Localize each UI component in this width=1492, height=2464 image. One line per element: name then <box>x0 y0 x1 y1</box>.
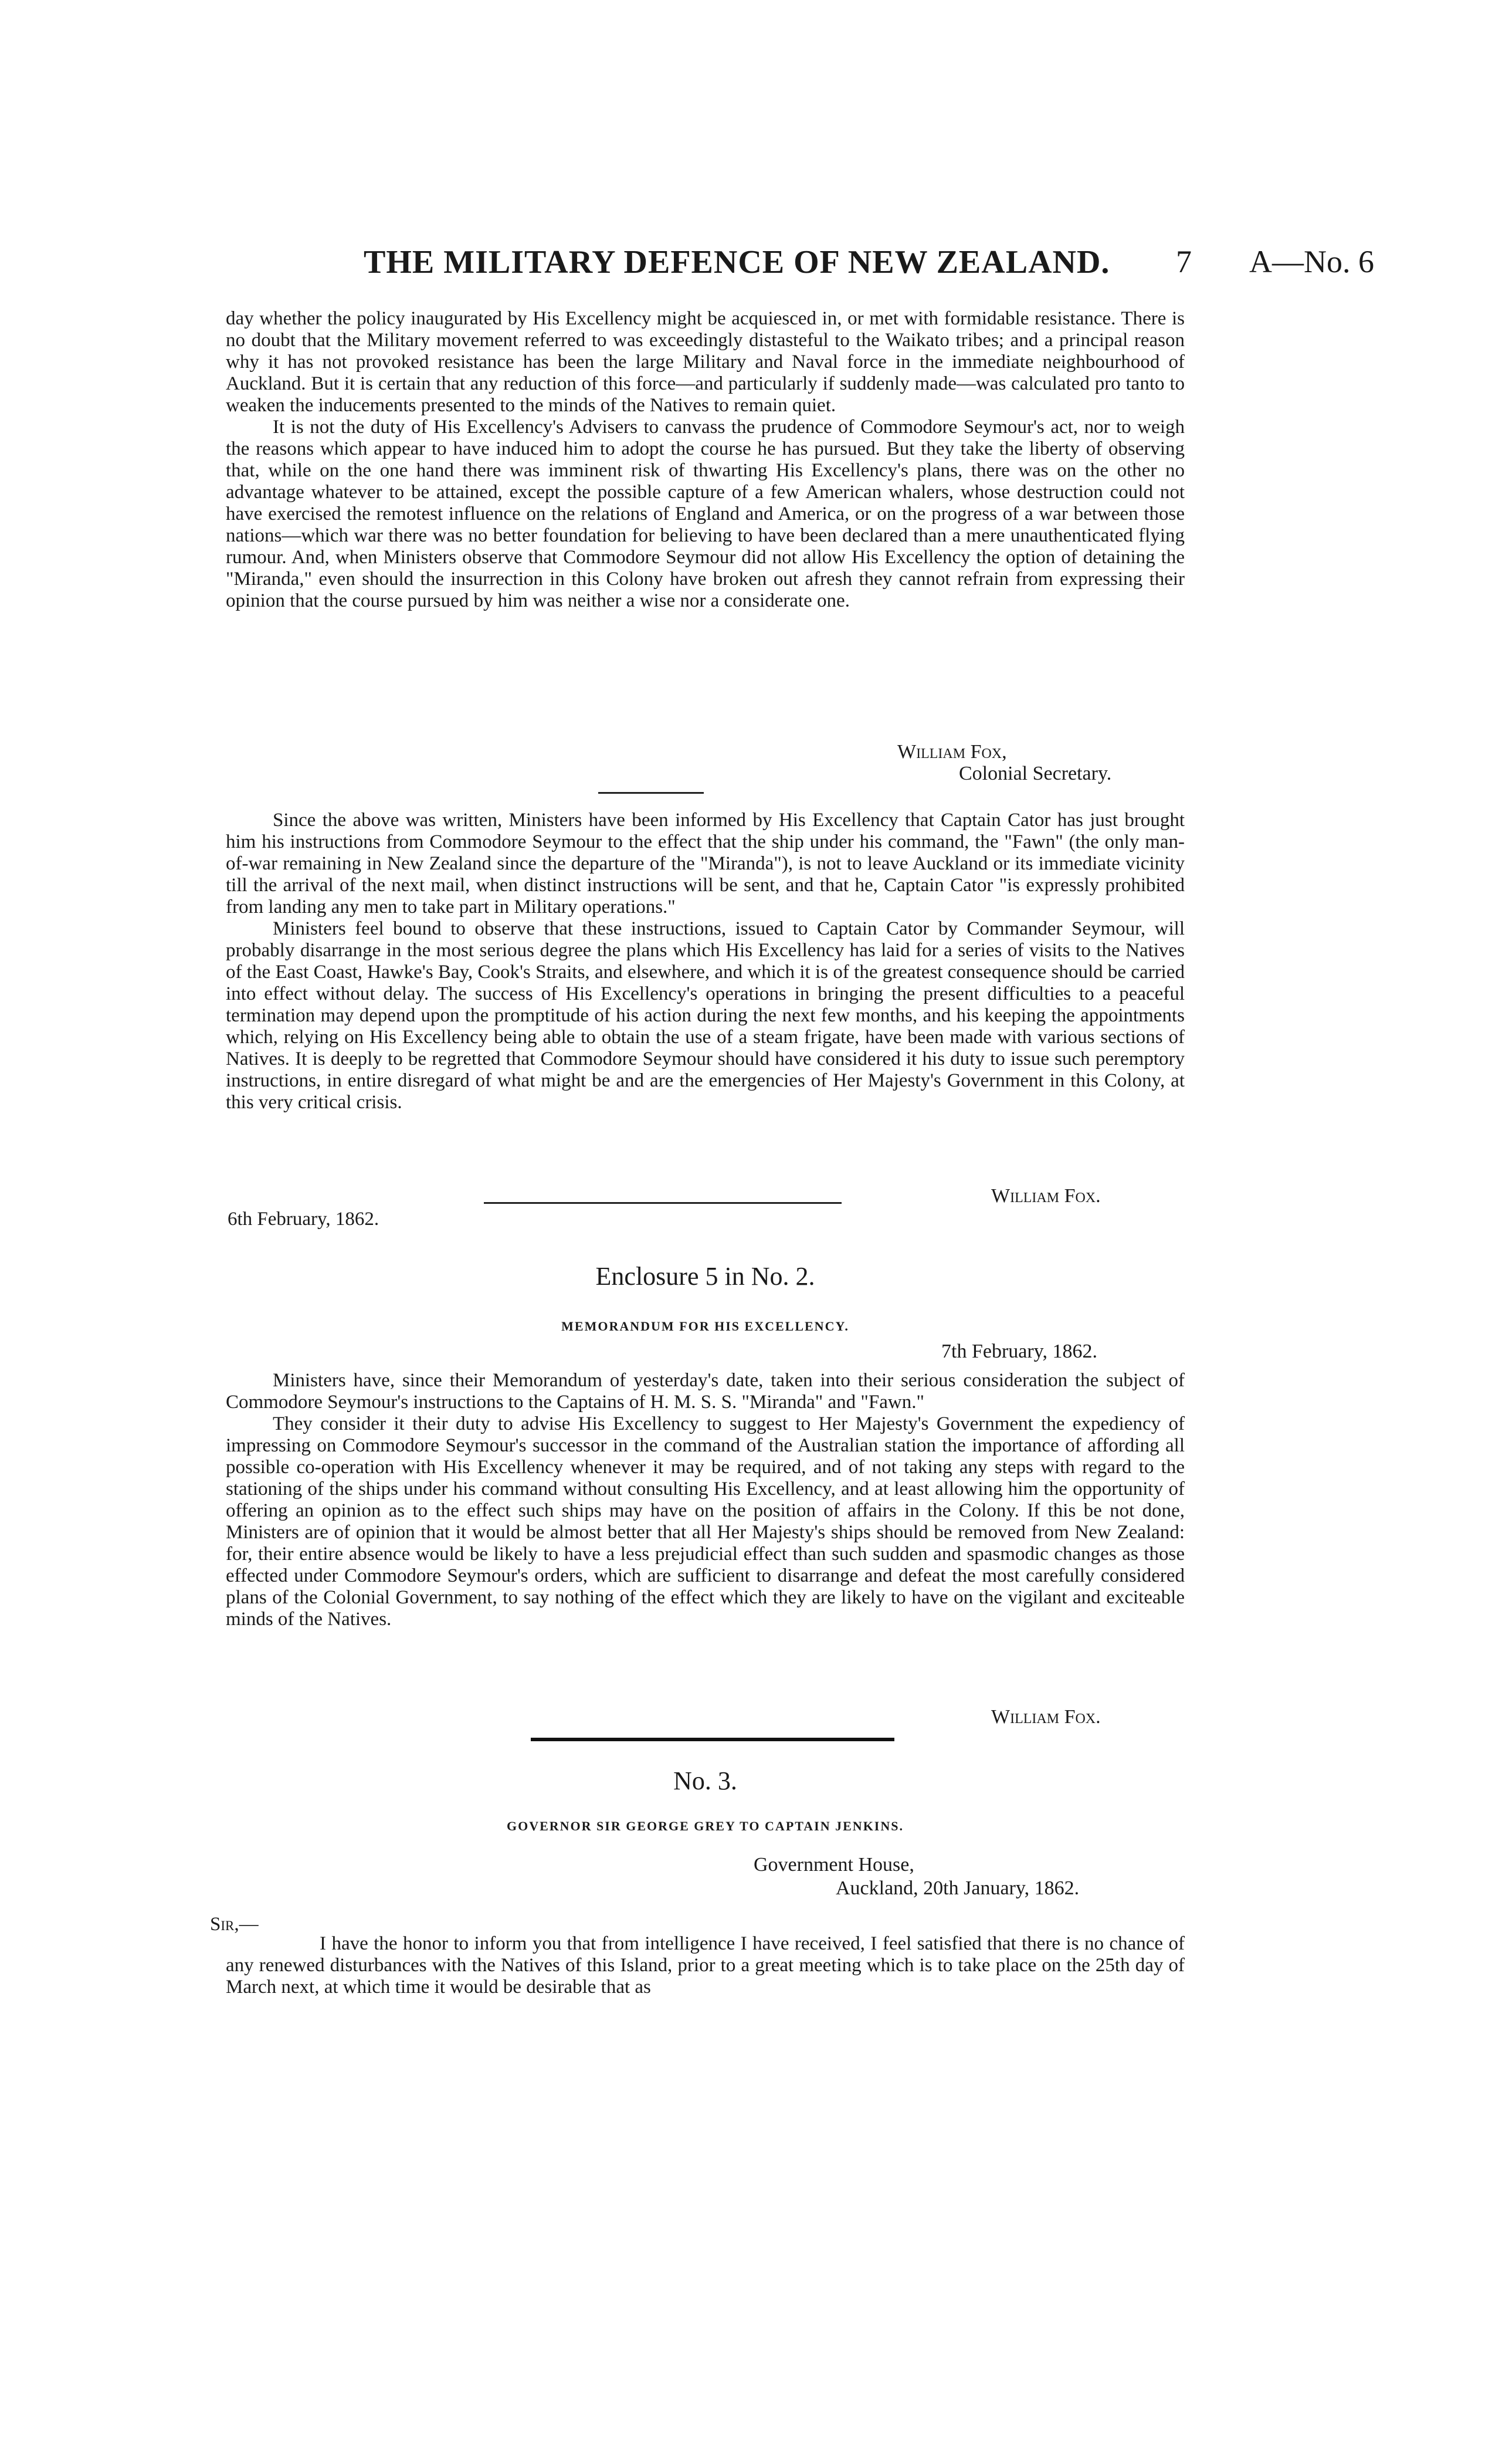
letter-body <box>226 1933 1185 1998</box>
letter-address-line-2: Auckland, 20th January, 1862. <box>836 1877 1080 1899</box>
enclosure-body <box>226 1370 1185 1630</box>
postscript-signature: William Fox. <box>991 1185 1101 1207</box>
postscript <box>226 810 1185 1113</box>
enclosure-signature: William Fox. <box>991 1706 1101 1728</box>
section-divider <box>598 792 704 794</box>
letter-paragraph: I have the honor to inform you that from intelligence I have received, I feel satisfied that there is no chance of any renewed disturbances with the Natives of this Island, prior to a great meeting which is to take place on the 25th day of March next, at which time it would be desirable that as <box>226 1933 1185 1998</box>
letter-subheading: GOVERNOR SIR GEORGE GREY TO CAPTAIN JENKINS. <box>506 1819 904 1833</box>
letter-heading: No. 3. <box>673 1766 737 1795</box>
memo-paragraph-2: It is not the duty of His Excellency's Advisers to canvass the prudence of Commodore Seymour's act, nor to weigh the reasons which appear to have induced him to adopt the course he has pursued. But they take the liberty of observing that, while on the one hand there was imminent risk of thwarting His Excellency's plans, there was on the other no advantage whatever to be attained, except the possible capture of a few American whalers, whose destruction could not have exercised the remotest influence on the relations of England and America, or on the progress of a war between those nations—which war there was no better foundation for believing to have been declared than a mere unauthenticated flying rumour. And, when Ministers observe that Commodore Seymour did not allow His Excellency the option of detaining the "Miranda," even should the insurrection in this Colony have broken out afresh they cannot refrain from expressing their opinion that the course pursued by him was neither a wise nor a considerate one. <box>226 417 1185 611</box>
letter-address-line-1: Government House, <box>754 1854 914 1876</box>
memo-continuation <box>226 308 1185 612</box>
postscript-paragraph-1: Since the above was written, Ministers have been informed by His Excellency that Captain Cator has just brought him his instructions from Commodore Seymour to the effect that the ship under his command, the "Fawn" (the only man-of-war remaining in New Zealand since the departure of the "Miranda"), is not to leave Auckland or its immediate vicinity till the arrival of the next mail, when distinct instructions will be sent, and that he, Captain Cator "is expressly prohibited from landing any men to take part in Military operations." <box>226 810 1185 918</box>
section-divider <box>484 1202 842 1204</box>
running-head <box>226 243 1399 290</box>
enclosure-heading: Enclosure 5 in No. 2. <box>595 1262 815 1291</box>
memo-paragraph-1: day whether the policy inaugurated by His Excellency might be acquiesced in, or met with formidable resistance. There is no doubt that the Military movement referred to was exceedingly distasteful to the Waikato tribes; and a principal reason why it has not provoked resistance has been the large Military and Naval force in the immediate neighbourhood of Auckland. But it is certain that any reduction of this force—and particularly if suddenly made—was calculated pro tanto to weaken the inducements presented to the minds of the Natives to remain quiet. <box>226 308 1185 416</box>
postscript-paragraph-2: Ministers feel bound to observe that these instructions, issued to Captain Cator by Commander Seymour, will probably disarrange in the most serious degree the plans which His Excellency has laid for a series of visits to the Natives of the East Coast, Hawke's Bay, Cook's Straits, and elsewhere, and which it is of the greatest consequence should be carried into effect without delay. The success of His Excellency's operations in bringing the present difficulties to a peaceful termination may depend upon the promptitude of his action during the next few months, and his keeping the appointments which, relying on His Excellency being able to obtain the use of a steam frigate, have been made with various sections of Natives. It is deeply to be regretted that Commodore Seymour should have considered it his duty to issue such peremptory instructions, in entire disregard of what might be and are the emergencies of Her Majesty's Government in this Colony, at this very critical crisis. <box>226 918 1185 1113</box>
running-head-title: THE MILITARY DEFENCE OF NEW ZEALAND. <box>364 244 1110 280</box>
letter-salutation: Sir,— <box>210 1914 259 1935</box>
enclosure-date: 7th February, 1862. <box>941 1341 1097 1362</box>
signature-title: Colonial Secretary. <box>959 763 1112 784</box>
enclosure-subheading: MEMORANDUM FOR HIS EXCELLENCY. <box>561 1319 849 1333</box>
enclosure-paragraph-2: They consider it their duty to advise His Excellency to suggest to Her Majesty's Government the expediency of impressing on Commodore Seymour's successor in the command of the Australian station the importance of affording all possible co-operation with His Excellency whenever it may be required, and of not taking any steps with regard to the stationing of the ships under his command without consulting His Excellency, and at least allowing him the opportunity of offering an opinion as to the effect such ships may have on the position of affairs in the Colony. If this be not done, Ministers are of opinion that it would be almost better that all Her Majesty's ships should be removed from New Zealand: for, their entire absence would be likely to have a less prejudicial effect than such sudden and spasmodic changes as those effected under Commodore Seymour's orders, which are sufficient to disarrange and defeat the most carefully considered plans of the Colonial Government, to say nothing of the effect which they are likely to have on the vigilant and exciteable minds of the Natives. <box>226 1413 1185 1630</box>
enclosure-paragraph-1: Ministers have, since their Memorandum of yesterday's date, taken into their serious consideration the subject of Commodore Seymour's instructions to the Captains of H. M. S. S. "Miranda" and "Fawn." <box>226 1370 1185 1413</box>
signature-name: William Fox, <box>897 741 1007 763</box>
page-number: 7 <box>1176 244 1192 279</box>
section-divider-thick <box>531 1738 894 1741</box>
document-reference: A—No. 6 <box>1249 244 1374 279</box>
postscript-date: 6th February, 1862. <box>228 1209 379 1230</box>
